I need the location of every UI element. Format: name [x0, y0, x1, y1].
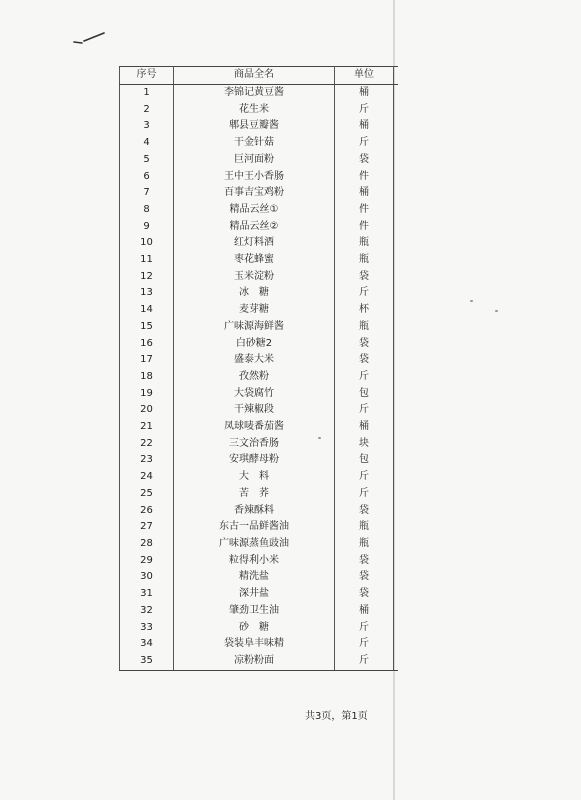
row-index: 2	[120, 102, 174, 119]
row-unit: 斤	[335, 102, 394, 119]
header-product-name: 商品全名	[174, 67, 335, 85]
row-cut-column	[394, 569, 399, 586]
table-row	[120, 586, 399, 603]
table-row	[120, 419, 399, 436]
row-cut-column	[394, 185, 399, 202]
row-product-name: 精洗盐	[174, 569, 335, 586]
row-unit: 瓶	[335, 252, 394, 269]
row-cut-column	[394, 352, 399, 369]
row-unit: 斤	[335, 469, 394, 486]
row-unit: 袋	[335, 586, 394, 603]
row-unit: 袋	[335, 569, 394, 586]
row-product-name: 广味源蒸鱼豉油	[174, 536, 335, 553]
row-product-name: 砂 糖	[174, 620, 335, 637]
row-cut-column	[394, 586, 399, 603]
row-cut-column	[394, 85, 399, 102]
table-row	[120, 553, 399, 570]
row-product-name: 袋装阜丰味精	[174, 636, 335, 653]
row-product-name: 麦芽糖	[174, 302, 335, 319]
row-product-name: 白砂糖2	[174, 336, 335, 353]
row-unit: 斤	[335, 653, 394, 670]
table-row	[120, 486, 399, 503]
row-cut-column	[394, 285, 399, 302]
table-row	[120, 85, 399, 102]
row-index: 30	[120, 569, 174, 586]
row-unit: 袋	[335, 553, 394, 570]
row-index: 4	[120, 135, 174, 152]
row-unit: 桶	[335, 419, 394, 436]
row-cut-column	[394, 135, 399, 152]
row-product-name: 玉米淀粉	[174, 269, 335, 286]
row-index: 20	[120, 402, 174, 419]
row-index: 8	[120, 202, 174, 219]
row-index: 28	[120, 536, 174, 553]
row-unit: 件	[335, 169, 394, 186]
header-cut-column	[394, 67, 399, 85]
row-product-name: 大袋腐竹	[174, 386, 335, 403]
row-index: 32	[120, 603, 174, 620]
row-unit: 袋	[335, 503, 394, 520]
row-unit: 斤	[335, 369, 394, 386]
table-row	[120, 219, 399, 236]
table-row	[120, 519, 399, 536]
row-unit: 斤	[335, 135, 394, 152]
table-header-row	[120, 67, 399, 85]
row-index: 11	[120, 252, 174, 269]
row-cut-column	[394, 486, 399, 503]
table-row	[120, 620, 399, 637]
row-unit: 桶	[335, 118, 394, 135]
row-product-name: 孜然粉	[174, 369, 335, 386]
row-cut-column	[394, 436, 399, 453]
row-product-name: 郫县豆瓣酱	[174, 118, 335, 135]
table-row	[120, 402, 399, 419]
row-cut-column	[394, 336, 399, 353]
row-cut-column	[394, 636, 399, 653]
table-row	[120, 503, 399, 520]
row-cut-column	[394, 102, 399, 119]
table-row	[120, 118, 399, 135]
row-index: 33	[120, 620, 174, 637]
table-row	[120, 269, 399, 286]
table-row	[120, 102, 399, 119]
row-product-name: 王中王小香肠	[174, 169, 335, 186]
row-cut-column	[394, 252, 399, 269]
table-row	[120, 469, 399, 486]
row-index: 14	[120, 302, 174, 319]
row-index: 25	[120, 486, 174, 503]
row-index: 19	[120, 386, 174, 403]
row-product-name: 巨河面粉	[174, 152, 335, 169]
row-index: 16	[120, 336, 174, 353]
row-index: 27	[120, 519, 174, 536]
row-cut-column	[394, 369, 399, 386]
row-cut-column	[394, 202, 399, 219]
header-index: 序号	[120, 67, 174, 85]
row-index: 18	[120, 369, 174, 386]
row-product-name: 苦 荞	[174, 486, 335, 503]
table-row	[120, 436, 399, 453]
row-cut-column	[394, 653, 399, 670]
row-unit: 块	[335, 436, 394, 453]
row-product-name: 凉粉粉面	[174, 653, 335, 670]
row-unit: 斤	[335, 402, 394, 419]
table-row	[120, 135, 399, 152]
row-unit: 袋	[335, 269, 394, 286]
row-index: 13	[120, 285, 174, 302]
row-index: 12	[120, 269, 174, 286]
row-index: 1	[120, 85, 174, 102]
table-row	[120, 369, 399, 386]
row-index: 5	[120, 152, 174, 169]
row-cut-column	[394, 620, 399, 637]
table-row	[120, 252, 399, 269]
row-product-name: 枣花蜂蜜	[174, 252, 335, 269]
row-unit: 件	[335, 202, 394, 219]
row-product-name: 花生米	[174, 102, 335, 119]
row-unit: 瓶	[335, 519, 394, 536]
row-product-name: 百事吉宝鸡粉	[174, 185, 335, 202]
row-product-name: 大 料	[174, 469, 335, 486]
row-index: 15	[120, 319, 174, 336]
row-unit: 桶	[335, 185, 394, 202]
table-row	[120, 235, 399, 252]
row-cut-column	[394, 269, 399, 286]
table-body	[120, 85, 399, 671]
row-index: 31	[120, 586, 174, 603]
row-unit: 瓶	[335, 319, 394, 336]
row-cut-column	[394, 402, 399, 419]
row-cut-column	[394, 452, 399, 469]
row-product-name: 李锦记黄豆酱	[174, 85, 335, 102]
row-index: 6	[120, 169, 174, 186]
table-row	[120, 352, 399, 369]
table-row	[120, 319, 399, 336]
row-product-name: 盛泰大米	[174, 352, 335, 369]
scan-speck	[495, 310, 498, 312]
row-cut-column	[394, 319, 399, 336]
table-row	[120, 653, 399, 670]
row-cut-column	[394, 169, 399, 186]
row-cut-column	[394, 419, 399, 436]
pen-mark	[72, 32, 106, 46]
row-product-name: 广味源海鲜酱	[174, 319, 335, 336]
row-unit: 袋	[335, 336, 394, 353]
row-index: 35	[120, 653, 174, 670]
table-row	[120, 202, 399, 219]
row-cut-column	[394, 386, 399, 403]
table-row	[120, 336, 399, 353]
table-row	[120, 152, 399, 169]
row-index: 23	[120, 452, 174, 469]
table-row	[120, 569, 399, 586]
row-index: 3	[120, 118, 174, 135]
row-index: 10	[120, 235, 174, 252]
row-cut-column	[394, 302, 399, 319]
row-cut-column	[394, 536, 399, 553]
row-index: 9	[120, 219, 174, 236]
scan-speck	[470, 300, 473, 302]
row-cut-column	[394, 469, 399, 486]
row-unit: 袋	[335, 352, 394, 369]
table-row	[120, 285, 399, 302]
page-footer: 共3页，第1页	[305, 711, 368, 722]
row-cut-column	[394, 553, 399, 570]
row-product-name: 冰 糖	[174, 285, 335, 302]
row-product-name: 精品云丝①	[174, 202, 335, 219]
row-cut-column	[394, 219, 399, 236]
row-unit: 桶	[335, 85, 394, 102]
row-index: 17	[120, 352, 174, 369]
row-unit: 件	[335, 219, 394, 236]
row-product-name: 干辣椒段	[174, 402, 335, 419]
row-product-name: 红灯料酒	[174, 235, 335, 252]
row-product-name: 肇劲卫生油	[174, 603, 335, 620]
table-row	[120, 302, 399, 319]
table-row	[120, 603, 399, 620]
row-unit: 斤	[335, 620, 394, 637]
table-row	[120, 452, 399, 469]
row-index: 24	[120, 469, 174, 486]
row-unit: 包	[335, 386, 394, 403]
row-product-name: 三文治香肠	[174, 436, 335, 453]
row-unit: 瓶	[335, 536, 394, 553]
row-index: 22	[120, 436, 174, 453]
row-product-name: 香辣酥料	[174, 503, 335, 520]
table-row	[120, 636, 399, 653]
table-row	[120, 536, 399, 553]
row-cut-column	[394, 235, 399, 252]
table-row	[120, 386, 399, 403]
row-unit: 斤	[335, 486, 394, 503]
row-index: 26	[120, 503, 174, 520]
row-index: 29	[120, 553, 174, 570]
row-cut-column	[394, 503, 399, 520]
row-product-name: 凤球唛番茄酱	[174, 419, 335, 436]
row-product-name: 粒得利小米	[174, 553, 335, 570]
row-index: 7	[120, 185, 174, 202]
row-unit: 袋	[335, 152, 394, 169]
row-product-name: 精品云丝②	[174, 219, 335, 236]
row-unit: 杯	[335, 302, 394, 319]
row-unit: 斤	[335, 636, 394, 653]
row-cut-column	[394, 152, 399, 169]
row-index: 21	[120, 419, 174, 436]
row-unit: 瓶	[335, 235, 394, 252]
row-cut-column	[394, 603, 399, 620]
row-cut-column	[394, 118, 399, 135]
header-unit: 单位	[335, 67, 394, 85]
row-product-name: 干金针菇	[174, 135, 335, 152]
row-index: 34	[120, 636, 174, 653]
row-product-name: 深井盐	[174, 586, 335, 603]
row-unit: 包	[335, 452, 394, 469]
table-row	[120, 169, 399, 186]
row-unit: 斤	[335, 285, 394, 302]
row-cut-column	[394, 519, 399, 536]
row-unit: 桶	[335, 603, 394, 620]
table-row	[120, 185, 399, 202]
goods-table	[119, 66, 398, 671]
row-product-name: 安琪酵母粉	[174, 452, 335, 469]
row-product-name: 东古一品鲜酱油	[174, 519, 335, 536]
